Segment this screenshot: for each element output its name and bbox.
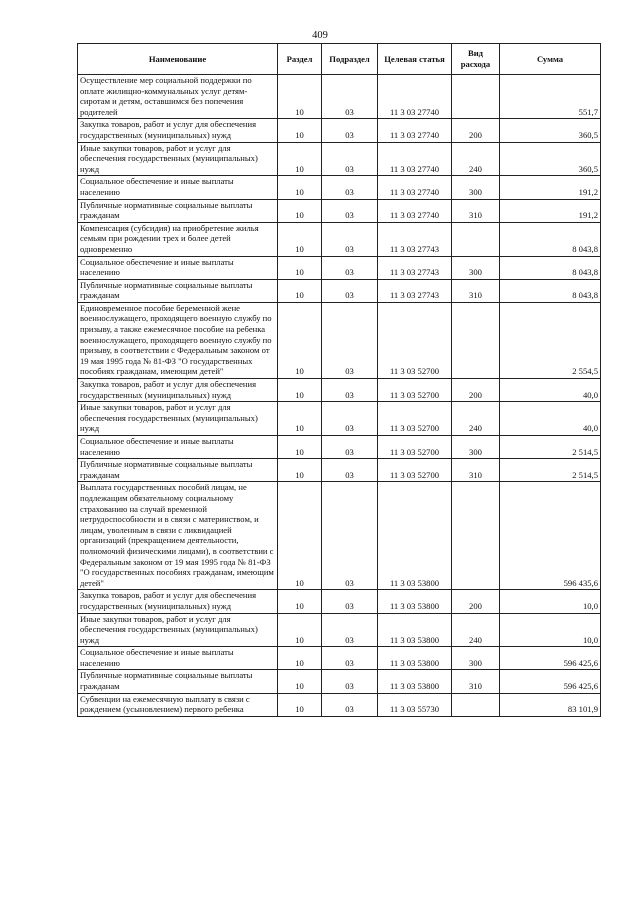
cell-article: 11 3 03 52700 xyxy=(378,402,452,436)
cell-podrazdel: 03 xyxy=(322,256,378,279)
header-name: Наименование xyxy=(78,44,278,75)
cell-vid: 300 xyxy=(452,647,500,670)
cell-podrazdel: 03 xyxy=(322,402,378,436)
cell-sum: 191,2 xyxy=(500,199,601,222)
cell-razdel: 10 xyxy=(278,75,322,119)
cell-vid: 240 xyxy=(452,142,500,176)
cell-sum: 10,0 xyxy=(500,613,601,647)
table-row xyxy=(78,379,601,402)
table-row xyxy=(78,693,601,716)
cell-article: 11 3 03 52700 xyxy=(378,379,452,402)
cell-sum: 40,0 xyxy=(500,402,601,436)
budget-table xyxy=(77,43,601,717)
cell-name: Публичные нормативные социальные выплаты гражданам xyxy=(78,279,278,302)
cell-article: 11 3 03 53800 xyxy=(378,590,452,613)
cell-razdel: 10 xyxy=(278,256,322,279)
cell-sum: 191,2 xyxy=(500,176,601,199)
cell-article: 11 3 03 27740 xyxy=(378,199,452,222)
table-row xyxy=(78,119,601,142)
cell-sum: 8 043,8 xyxy=(500,279,601,302)
table-row xyxy=(78,75,601,119)
cell-article: 11 3 03 27740 xyxy=(378,176,452,199)
cell-article: 11 3 03 27743 xyxy=(378,279,452,302)
cell-razdel: 10 xyxy=(278,142,322,176)
cell-podrazdel: 03 xyxy=(322,222,378,256)
cell-name: Социальное обеспечение и иные выплаты населению xyxy=(78,176,278,199)
cell-vid: 200 xyxy=(452,379,500,402)
cell-razdel: 10 xyxy=(278,279,322,302)
cell-article: 11 3 03 52700 xyxy=(378,302,452,378)
cell-article: 11 3 03 53800 xyxy=(378,613,452,647)
header-podrazdel: Подраздел xyxy=(322,44,378,75)
cell-name: Компенсация (субсидия) на приобретение жилья семьям при рождении трех и более детей одновременно xyxy=(78,222,278,256)
cell-article: 11 3 03 53800 xyxy=(378,482,452,590)
table-row xyxy=(78,222,601,256)
cell-razdel: 10 xyxy=(278,693,322,716)
cell-article: 11 3 03 27740 xyxy=(378,142,452,176)
header-vid: Вид расхода xyxy=(452,44,500,75)
cell-vid xyxy=(452,75,500,119)
cell-name: Иные закупки товаров, работ и услуг для обеспечения государственных (муниципальных) нужд xyxy=(78,142,278,176)
cell-article: 11 3 03 27740 xyxy=(378,119,452,142)
table-row xyxy=(78,199,601,222)
cell-sum: 2 514,5 xyxy=(500,459,601,482)
table-row xyxy=(78,590,601,613)
cell-sum: 596 425,6 xyxy=(500,670,601,693)
cell-razdel: 10 xyxy=(278,222,322,256)
cell-podrazdel: 03 xyxy=(322,379,378,402)
cell-vid: 300 xyxy=(452,176,500,199)
cell-article: 11 3 03 27743 xyxy=(378,256,452,279)
cell-vid xyxy=(452,222,500,256)
cell-name: Иные закупки товаров, работ и услуг для обеспечения государственных (муниципальных) нужд xyxy=(78,613,278,647)
cell-podrazdel: 03 xyxy=(322,613,378,647)
cell-vid: 240 xyxy=(452,402,500,436)
table-row xyxy=(78,482,601,590)
cell-razdel: 10 xyxy=(278,647,322,670)
cell-podrazdel: 03 xyxy=(322,142,378,176)
table-row xyxy=(78,279,601,302)
cell-vid: 310 xyxy=(452,279,500,302)
table-row xyxy=(78,142,601,176)
cell-sum: 2 554,5 xyxy=(500,302,601,378)
cell-vid xyxy=(452,302,500,378)
cell-podrazdel: 03 xyxy=(322,693,378,716)
header-article: Целевая статья xyxy=(378,44,452,75)
cell-podrazdel: 03 xyxy=(322,279,378,302)
cell-vid: 200 xyxy=(452,590,500,613)
table-body xyxy=(78,75,601,717)
cell-razdel: 10 xyxy=(278,436,322,459)
cell-razdel: 10 xyxy=(278,379,322,402)
cell-podrazdel: 03 xyxy=(322,302,378,378)
cell-podrazdel: 03 xyxy=(322,75,378,119)
cell-sum: 8 043,8 xyxy=(500,222,601,256)
cell-podrazdel: 03 xyxy=(322,176,378,199)
cell-sum: 83 101,9 xyxy=(500,693,601,716)
table-row xyxy=(78,436,601,459)
cell-article: 11 3 03 53800 xyxy=(378,647,452,670)
cell-name: Закупка товаров, работ и услуг для обеспечения государственных (муниципальных) нужд xyxy=(78,379,278,402)
cell-podrazdel: 03 xyxy=(322,199,378,222)
cell-podrazdel: 03 xyxy=(322,119,378,142)
cell-vid: 310 xyxy=(452,459,500,482)
cell-sum: 596 435,6 xyxy=(500,482,601,590)
cell-article: 11 3 03 55730 xyxy=(378,693,452,716)
cell-sum: 10,0 xyxy=(500,590,601,613)
cell-name: Иные закупки товаров, работ и услуг для обеспечения государственных (муниципальных) нужд xyxy=(78,402,278,436)
cell-name: Социальное обеспечение и иные выплаты населению xyxy=(78,256,278,279)
cell-razdel: 10 xyxy=(278,199,322,222)
cell-article: 11 3 03 53800 xyxy=(378,670,452,693)
cell-razdel: 10 xyxy=(278,302,322,378)
cell-razdel: 10 xyxy=(278,402,322,436)
cell-name: Субвенции на ежемесячную выплату в связи с рождением (усыновлением) первого ребенка xyxy=(78,693,278,716)
header-razdel: Раздел xyxy=(278,44,322,75)
cell-podrazdel: 03 xyxy=(322,647,378,670)
cell-sum: 360,5 xyxy=(500,142,601,176)
cell-name: Выплата государственных пособий лицам, не подлежащим обязательному социальному страхованию на случай временной нетрудоспособности и в связи с материнством, и лицам, уволенным в связи с ликвидацией организаций (прекращением деятельности, полномочий физическими лицами), в соответствии с Федеральным законом от 19 мая 1995 года № 81-ФЗ "О государственных пособиях гражданам, имеющим детей" xyxy=(78,482,278,590)
table-row xyxy=(78,670,601,693)
table-row xyxy=(78,302,601,378)
cell-razdel: 10 xyxy=(278,590,322,613)
cell-razdel: 10 xyxy=(278,482,322,590)
cell-sum: 360,5 xyxy=(500,119,601,142)
cell-razdel: 10 xyxy=(278,459,322,482)
cell-sum: 8 043,8 xyxy=(500,256,601,279)
cell-name: Осуществление мер социальной поддержки по оплате жилищно-коммунальных услуг детям-сиротам и детям, оставшимся без попечения родителей xyxy=(78,75,278,119)
cell-razdel: 10 xyxy=(278,613,322,647)
table-row xyxy=(78,647,601,670)
cell-name: Единовременное пособие беременной жене военнослужащего, проходящего военную службу по призыву, а также ежемесячное пособие на ребенка военнослужащего, проходящего военную службу по призыву, в соответствии с Федеральным законом от 19 мая 1995 года № 81-ФЗ "О государственных пособиях гражданам, имеющим детей" xyxy=(78,302,278,378)
header-sum: Сумма xyxy=(500,44,601,75)
cell-razdel: 10 xyxy=(278,670,322,693)
cell-article: 11 3 03 27740 xyxy=(378,75,452,119)
cell-razdel: 10 xyxy=(278,119,322,142)
cell-sum: 596 425,6 xyxy=(500,647,601,670)
table-row xyxy=(78,459,601,482)
table-row xyxy=(78,613,601,647)
cell-podrazdel: 03 xyxy=(322,590,378,613)
cell-podrazdel: 03 xyxy=(322,459,378,482)
cell-name: Публичные нормативные социальные выплаты гражданам xyxy=(78,199,278,222)
cell-sum: 40,0 xyxy=(500,379,601,402)
cell-vid: 240 xyxy=(452,613,500,647)
cell-vid: 300 xyxy=(452,256,500,279)
cell-podrazdel: 03 xyxy=(322,670,378,693)
cell-article: 11 3 03 52700 xyxy=(378,459,452,482)
cell-podrazdel: 03 xyxy=(322,482,378,590)
table-header-row xyxy=(78,44,601,75)
page-number: 409 xyxy=(312,30,328,41)
cell-vid: 200 xyxy=(452,119,500,142)
table-row xyxy=(78,176,601,199)
cell-article: 11 3 03 52700 xyxy=(378,436,452,459)
cell-vid: 310 xyxy=(452,199,500,222)
table-row xyxy=(78,402,601,436)
cell-podrazdel: 03 xyxy=(322,436,378,459)
cell-name: Закупка товаров, работ и услуг для обеспечения государственных (муниципальных) нужд xyxy=(78,590,278,613)
cell-vid xyxy=(452,693,500,716)
cell-name: Публичные нормативные социальные выплаты гражданам xyxy=(78,670,278,693)
cell-sum: 551,7 xyxy=(500,75,601,119)
cell-vid xyxy=(452,482,500,590)
cell-name: Социальное обеспечение и иные выплаты населению xyxy=(78,436,278,459)
cell-article: 11 3 03 27743 xyxy=(378,222,452,256)
cell-name: Социальное обеспечение и иные выплаты населению xyxy=(78,647,278,670)
cell-sum: 2 514,5 xyxy=(500,436,601,459)
cell-vid: 300 xyxy=(452,436,500,459)
cell-vid: 310 xyxy=(452,670,500,693)
cell-name: Закупка товаров, работ и услуг для обеспечения государственных (муниципальных) нужд xyxy=(78,119,278,142)
cell-razdel: 10 xyxy=(278,176,322,199)
cell-name: Публичные нормативные социальные выплаты гражданам xyxy=(78,459,278,482)
table-row xyxy=(78,256,601,279)
